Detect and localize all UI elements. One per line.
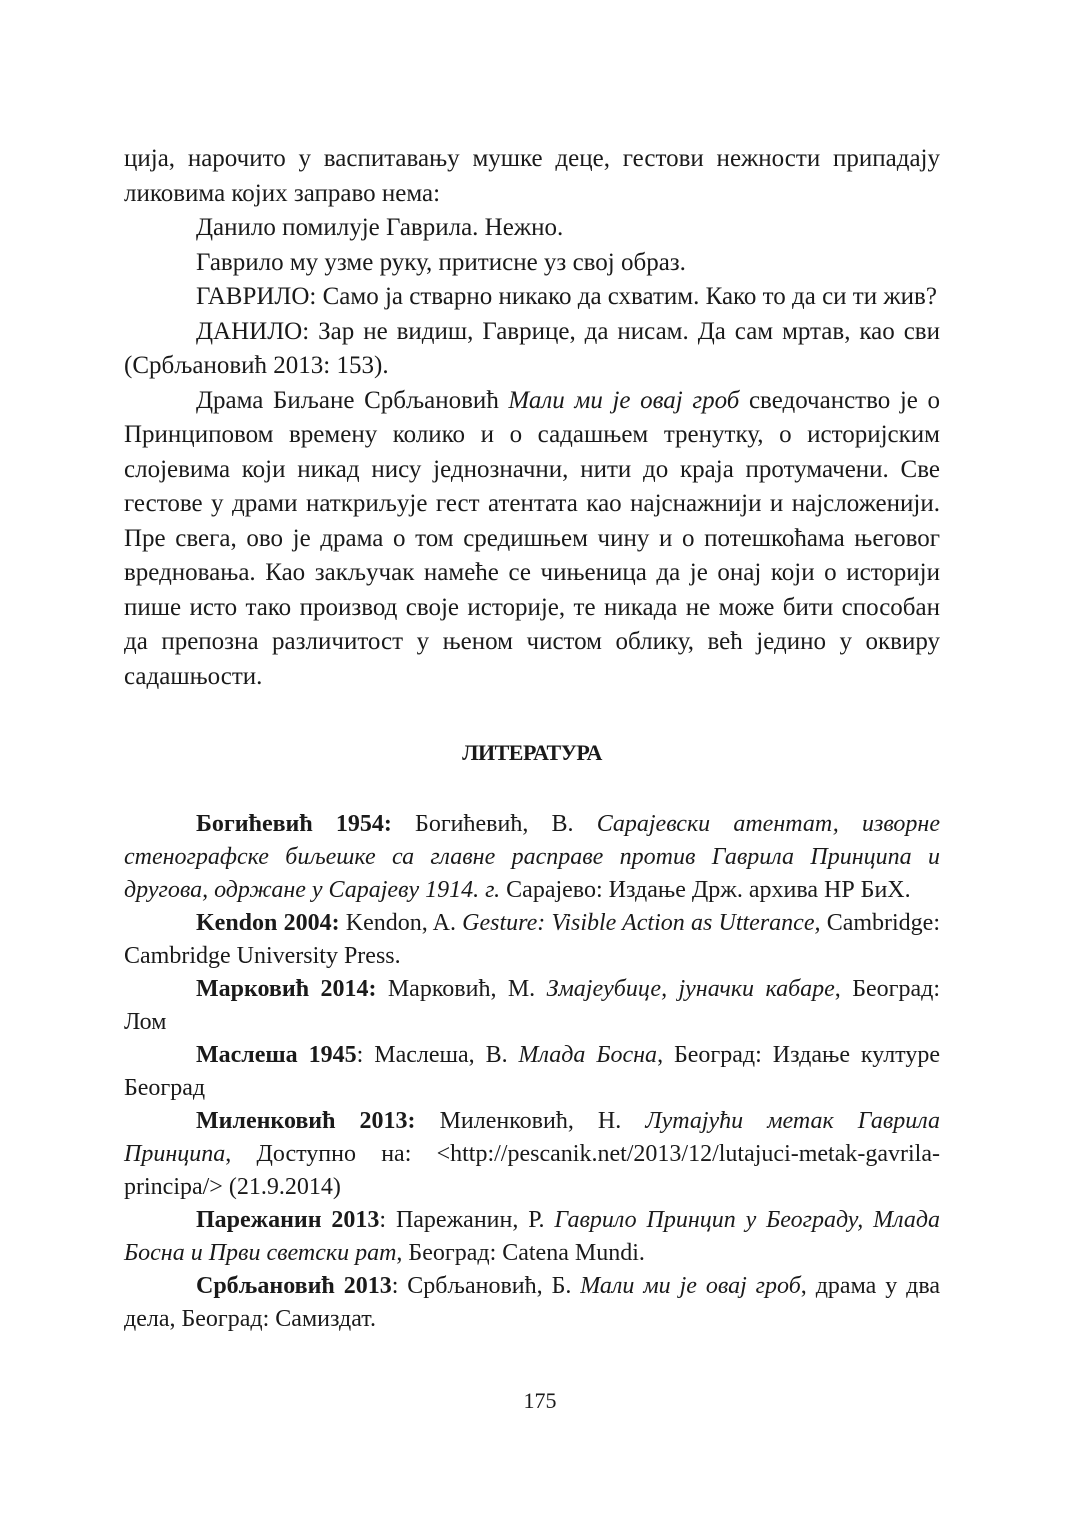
references-list [124, 808, 940, 1336]
conclusion-text-start: Драма Биљане Србљановић [196, 386, 509, 414]
reference-details: , Доступно на: <http://pescanik.net/2013/12/lutajuci-metak-gavrila-principa/> (21.9.2014) [124, 1141, 940, 1200]
reference-author: : Маслеша, В. [356, 1042, 519, 1068]
reference-item [124, 907, 940, 973]
paragraph-conclusion [124, 384, 940, 695]
references-heading: ЛИТЕРАТУРА [462, 740, 602, 765]
reference-details: , Београд: Издање културе Београд [124, 1042, 940, 1101]
main-text [124, 142, 940, 1336]
reference-key: Богићевић 1954: [196, 811, 392, 837]
reference-key: Маслеша 1945 [196, 1042, 357, 1068]
reference-key: Kendon 2004: [196, 910, 340, 936]
reference-title: Гаврило Принцип у Београду, Млада Босна и Први светски рат [124, 1207, 940, 1266]
reference-item [124, 1039, 940, 1105]
reference-title: Млада Босна [518, 1042, 658, 1068]
reference-title: Сарајевски атентат, изворне стенографске биљешке са главне расправе против Гаврила Принципа и другова, одржане у Сарајеву 1914. г. [124, 811, 940, 903]
reference-title: Gesture: Visible Action as Utterance, [462, 910, 821, 936]
reference-key: Марковић 2014: [196, 976, 377, 1002]
quote-line-2: Гаврило му узме руку, притисне уз свој образ. [196, 248, 686, 276]
page-number: 175 [523, 1388, 557, 1413]
reference-item [124, 1204, 940, 1270]
reference-item [124, 808, 940, 907]
reference-author: Миленковић, Н. [415, 1108, 646, 1134]
reference-details: Сарајево: Издање Држ. архива НР БиХ. [500, 877, 911, 903]
reference-key: Миленковић 2013: [196, 1108, 416, 1134]
reference-details: , Београд: Catena Mundi. [396, 1240, 645, 1266]
reference-title: Мали ми је овај гроб [580, 1273, 801, 1299]
reference-key: Парежанин 2013 [196, 1207, 380, 1233]
quote-line-1: Данило помилује Гаврила. Нежно. [196, 214, 564, 241]
reference-item [124, 1105, 940, 1204]
paragraph-1: ција, нарочито у васпитавању мушке деце, гестови нежности припадају ликовима којих заправо нема: [124, 145, 940, 207]
quote-line-4: ДАНИЛО: Зар не видиш, Гаврице, да нисам. Да сам мртав, као сви (Србљановић 2013: 153). [124, 317, 940, 379]
quote-line-3: ГАВРИЛО: Само ја стварно никако да схватим. Како то да си ти жив? [196, 283, 937, 310]
reference-details: , Београд: Лом [124, 976, 940, 1035]
conclusion-text-rest: сведочанство је о Принциповом времену колико и о садашњем тренутку, о историјским слојевима који никад нису једнозначни, нити до краја протумачени. Све гестове у драми наткриљује гест атентата као најснажнији и најсложенији. Пре свега, ово је драма о том средишњем чину и о потешкоћама његовог вредновања. Као закључак намеће се чињеница да је онај који о историји пише исто тако производ своје историје, те никада не може бити способан да препозна различитост у њеном чистом облику, већ једино у оквиру садашњости. [124, 386, 940, 690]
reference-item [124, 973, 940, 1039]
reference-title: Змајеубице, јуначки кабаре [546, 976, 835, 1002]
reference-author: Марковић, М. [376, 976, 547, 1002]
reference-author: Богићевић, В. [391, 811, 597, 837]
reference-details: Cambridge: Cambridge University Press. [124, 910, 940, 969]
reference-title: Лутајући метак Гаврила Принципа [124, 1108, 941, 1167]
conclusion-drama-title: Мали ми је овај гроб [508, 386, 740, 414]
reference-author: Kendon, A. [339, 910, 463, 936]
reference-author: : Парежанин, Р. [379, 1207, 555, 1233]
reference-details: , драма у два дела, Београд: Самиздат. [124, 1273, 941, 1332]
reference-item [124, 1270, 940, 1336]
reference-key: Србљановић 2013 [196, 1273, 392, 1299]
reference-author: : Србљановић, Б. [391, 1273, 581, 1299]
